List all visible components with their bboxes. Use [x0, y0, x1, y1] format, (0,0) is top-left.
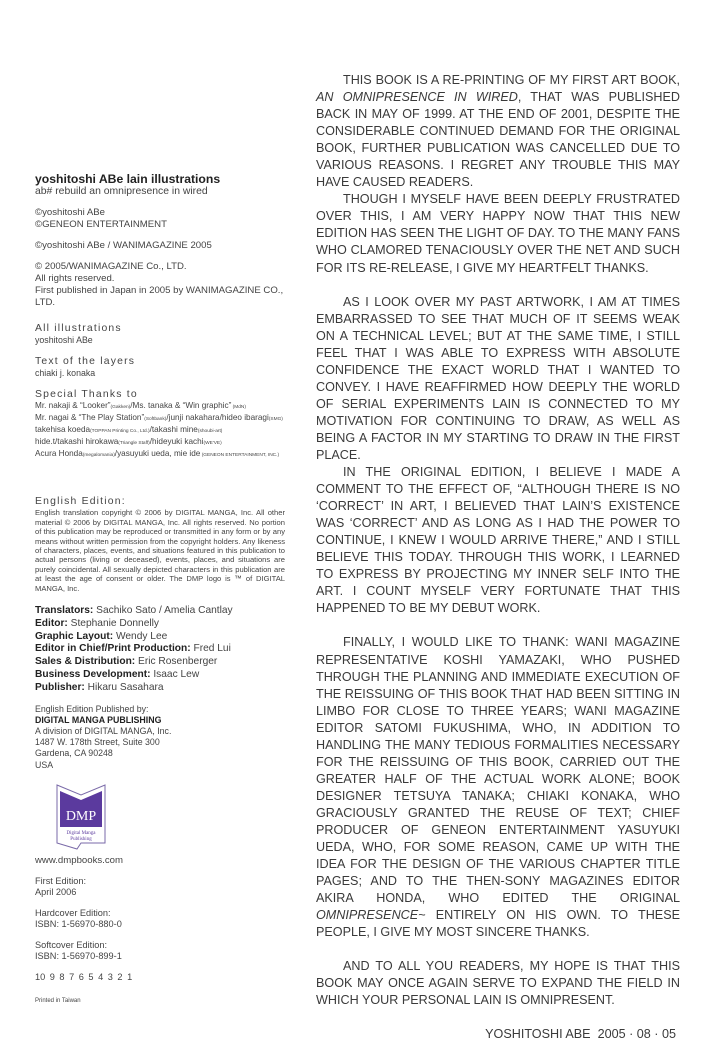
svg-text:DMP: DMP [65, 808, 97, 824]
thanks-line: Mr. nagai & “The Play Station”(Softbank)/junji nakahara/hideo ibaragi(SMG) [35, 413, 283, 423]
book-title: yoshitoshi ABe lain illustrations [35, 172, 221, 186]
printed-in: Printed in Taiwan [35, 998, 81, 1005]
publisher-info [35, 704, 285, 771]
thanks-line: Mr. nakaji & “Looker”(Gakken)/Ms. tanaka & “Win graphic” (MdN) [35, 401, 246, 411]
paragraph: THOUGH I MYSELF HAVE BEEN DEEPLY FRUSTRATED OVER THIS, I AM VERY HAPPY NOW THAT THIS NEW EDITION HAS SEEN THE LIGHT OF DAY. TO THE MANY FANS WHO CLAMORED TENACIOUSLY OVER THE NET AND SUCH FOR ITS RE-RELEASE, I GIVE MY HEARTFELT THANKS. [316, 192, 680, 275]
publisher-division: A division of DIGITAL MANGA, Inc. [35, 726, 172, 737]
address-line: 1487 W. 178th Street, Suite 300 [35, 737, 160, 748]
thanks-line: hide.t/takashi hirokawa(Triangle Staff)/hideyuki kachi(WE'VE) [35, 437, 222, 447]
paragraph: THIS BOOK IS A RE-PRINTING OF MY FIRST ART BOOK, AN OMNIPRESENCE IN WIRED, THAT WAS PUBLISHED BACK IN MAY OF 1999. AT THE END OF 2001, DESPITE THE CONSIDERABLE CONTINUED DEMAND FOR THE ORIGINAL BOOK, FURTHER PUBLICATION WAS CANCELLED DUE TO VARIOUS REASONS. I REGRET ANY TROUBLE THIS MAY HAVE CAUSED READERS. [316, 73, 680, 190]
copyright-line: © 2005/WANIMAGAZINE Co., LTD. [35, 261, 187, 272]
svg-text:Digital Manga: Digital Manga [66, 830, 96, 836]
credit-line: Business Development: Isaac Lew [35, 669, 200, 681]
edition-info [35, 876, 285, 1008]
thanks-list [35, 401, 285, 461]
staff-credits [35, 605, 285, 695]
book-title-italic: AN OMNIPRESENCE IN WIRED [316, 90, 518, 105]
thanks-line: takehisa koeda(TOPPAN Printing Co., Ltd.)/takashi mine(shoubi-art) [35, 425, 223, 435]
softcover-label: Softcover Edition: [35, 939, 108, 950]
published-by: English Edition Published by: [35, 703, 149, 714]
illustrations-name: yoshitoshi ABe [35, 335, 93, 345]
thanks-line: Acura Honda(megalomania)/yasuyuki ueda, mie ide (GENEON ENTERTAINMENT, INC.) [35, 449, 280, 459]
address-line: USA [35, 759, 54, 770]
credit-line: Sales & Distribution: Eric Rosenberger [35, 656, 218, 668]
softcover-isbn: ISBN: 1-56970-899-1 [35, 951, 122, 962]
signature: YOSHITOSHI ABE 2005 · 08 · 05 [485, 1027, 676, 1042]
rights-text: All rights reserved. [35, 273, 115, 284]
credit-line: Translators: Sachiko Sato / Amelia Cantlay [35, 605, 233, 617]
layers-name: chiaki j. konaka [35, 368, 96, 379]
printing-line: 10 9 8 7 6 5 4 3 2 1 [35, 971, 133, 982]
hardcover-isbn: ISBN: 1-56970-880-0 [35, 919, 122, 930]
book-subtitle: ab# rebuild an omnipresence in wired [35, 186, 208, 197]
layers-heading: Text of the layers [35, 356, 136, 368]
credit-line: Graphic Layout: Wendy Lee [35, 630, 168, 642]
credit-line: Publisher: Hikaru Sasahara [35, 681, 164, 693]
dmp-logo [55, 783, 107, 851]
paragraph: AS I LOOK OVER MY PAST ARTWORK, I AM AT TIMES EMBARRASSED TO SEE THAT MUCH OF IT SEEMS WEAK ON A TECHNICAL LEVEL; BUT AT THE SAME TIME, I STILL FEEL THAT I WAS ABLE TO EXPRESS WITH ABSOLUTE CONFIDENCE THE EXACT WORLD THAT I WANTED TO CONVEY. I HAVE REAFFIRMED HOW DEEPLY THE WORLD OF SERIAL EXPERIMENTS LAIN IS CONNECTED TO MY MOTIVATION FOR CONTINUING TO DRAW, AS WELL AS BEING A FACTOR IN MY STARTING TO DRAW IN THE FIRST PLACE. [316, 294, 680, 462]
first-edition-label: First Edition: [35, 875, 87, 886]
colophon [35, 172, 285, 1008]
afterword [316, 72, 680, 1043]
svg-text:Publishing: Publishing [70, 836, 92, 842]
copyright-line: ©GENEON ENTERTAINMENT [35, 219, 167, 230]
paragraph: IN THE ORIGINAL EDITION, I BELIEVE I MADE A COMMENT TO THE EFFECT OF, “ALTHOUGH THERE IS NO ‘CORRECT’ IN ART, I BELIEVED THAT LAIN’S EXISTENCE WAS ‘CORRECT’ AND AS LONG AS I HAD THE POWER TO CONTINUE, I KNEW I WOULD ARRIVE THERE,” AND I STILL BELIEVE THIS TODAY. THROUGH THIS WORK, I LEARNED TO EXPRESS BY PROJECTING MY INNER SELF INTO THE ART. I COUNT MYSELF VERY FORTUNATE THAT THIS HAPPENED TO BE MY DEBUT WORK. [316, 465, 680, 616]
first-edition-date: April 2006 [35, 887, 77, 898]
illustrations-heading: All illustrations [35, 323, 122, 334]
english-edition-notice: English translation copyright © 2006 by DIGITAL MANGA, Inc. All other material © 2006 by DIGITAL MANGA, Inc. All rights reserved. No portion of this publication may be reproduced or transmitted in any form or by any means without written permission from the copyright holders. Any likeness of characters, places, events, and situations featured in this publication to actual persons (living or deceased), events, places, and situations are purely coincidental. All sexually depicted characters in this publication are at least the age of consent or older. The DMP logo is ™ of DIGITAL MANGA, Inc. [35, 508, 285, 593]
copyright-line: ©yoshitoshi ABe / WANIMAGAZINE 2005 [35, 240, 212, 251]
credit-line: Editor: Stephanie Donnelly [35, 617, 160, 629]
hardcover-label: Hardcover Edition: [35, 907, 111, 918]
paragraph: AND TO ALL YOU READERS, MY HOPE IS THAT THIS BOOK MAY ONCE AGAIN SERVE TO EXPAND THE FIELD IN WHICH YOUR PERSONAL LAIN IS OMNIPRESENT. [316, 959, 680, 1008]
english-edition-heading: English Edition: [35, 496, 126, 508]
paragraph: FINALLY, I WOULD LIKE TO THANK: WANI MAGAZINE REPRESENTATIVE KOSHI YAMAZAKI, WHO PUSHED THROUGH THE PLANNING AND IMMEDIATE EXECUTION OF THE REISSUING OF THIS BOOK THAT HAD BEEN SITTING IN LIMBO FOR CLOSE TO THREE YEARS; WANI MAGAZINE EDITOR SATOMI FUKUSHIMA, WHO, IN ADDITION TO HANDLING THE MANY TEDIOUS FORMALITIES NECESSARY FOR THE REISSUING OF THIS BOOK, CARRIED OUT THE GREATER HALF OF THE ACTUAL WORK ALONE; BOOK DESIGNER TETSUYA TANAKA; CHIAKI KONAKA, WHO GRACIOUSLY GRANTED THE REUSE OF TEXT; CHIEF PRODUCER OF GENEON ENTERTAINMENT YASUYUKI UEDA, WHO, FOR SOME REASON, CAME UP WITH THE IDEA FOR THE DESIGN OF THE VARIOUS CHAPTER TITLE PAGES; AND TO THE THEN-SONY MAGAZINES EDITOR AKIRA HONDA, WHO EDITED THE ORIGINAL OMNIPRESENCE~ ENTIRELY ON HIS OWN. TO THESE PEOPLE, I GIVE MY MOST SINCERE THANKS. [316, 635, 680, 940]
credit-line: Editor in Chief/Print Production: Fred Lui [35, 643, 231, 655]
website-url: www.dmpbooks.com [35, 854, 123, 866]
copyright-line: ©yoshitoshi ABe [35, 207, 105, 218]
address-line: Gardena, CA 90248 [35, 748, 113, 759]
first-published: First published in Japan in 2005 by WANIMAGAZINE CO., LTD. [35, 285, 284, 308]
thanks-heading: Special Thanks to [35, 389, 138, 401]
publisher-name: DIGITAL MANGA PUBLISHING [35, 714, 162, 725]
book-title-italic: OMNIPRESENCE~ [316, 908, 426, 923]
